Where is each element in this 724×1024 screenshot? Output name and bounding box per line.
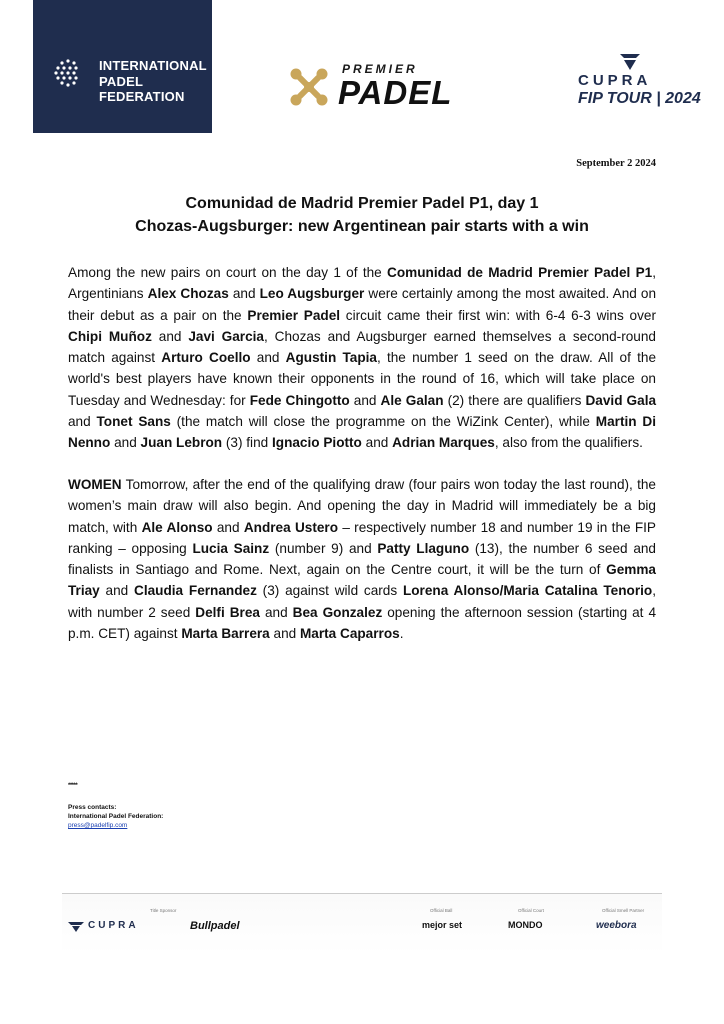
bold-name: Ale Galan [380, 392, 444, 408]
premier-padel-star-icon [286, 64, 332, 110]
bold-name: Adrian Marques [392, 435, 495, 451]
body-text: , Chozas and Augsburger earned themselves a second-round match against [68, 328, 656, 366]
cupra-fip-tour-logo [578, 50, 701, 110]
sponsor-footer [62, 893, 662, 954]
ipf-line-3: FEDERATION [99, 89, 185, 104]
bold-name: Tonet Sans [96, 414, 171, 430]
sponsor-mejorset: mejor set [422, 920, 463, 930]
bold-name: Lucia Sainz [192, 540, 270, 556]
sponsor-label-court: Official Court [518, 908, 544, 913]
headline-line-2: Chozas-Augsburger: new Argentinean pair starts with a win [135, 218, 589, 235]
body-text: (3) find [222, 435, 272, 451]
body-text: Among the new pairs on court on the day 1 of the [68, 265, 388, 280]
ipf-wordmark [99, 58, 207, 105]
body-text: and [110, 435, 141, 451]
body-text: were certainly among the most awaited. And on their debut as a pair on the [68, 286, 657, 323]
bold-name: Alex Chozas [147, 286, 229, 302]
bold-name: Delfi Brea [195, 604, 260, 620]
body-text: (the match will close the programme on the WiZink Center), while [170, 414, 596, 430]
body-text: circuit came their first win: with 6-4 6-3 wins over [340, 307, 656, 323]
bold-name: Arturo Coello [161, 350, 251, 366]
body-text: , also from the qualifiers. [494, 435, 643, 451]
premier-padel-logo [286, 60, 486, 112]
body-text: . [399, 626, 404, 642]
bold-name: Javi Garcia [188, 328, 264, 344]
bold-name: Chipi Muñoz [68, 328, 152, 344]
sponsor-mondo: MONDO [508, 920, 543, 930]
cupra-wordmark: CUPRA [578, 72, 652, 89]
bold-name: Claudia Fernandez [134, 583, 257, 599]
body-text: , with number 2 seed [68, 583, 656, 620]
bold-name: Premier Padel [247, 307, 341, 323]
press-contacts-label: Press contacts: [68, 804, 117, 811]
sponsor-bullpadel: Bullpadel [190, 920, 240, 932]
ipf-line-1: INTERNATIONAL [99, 58, 207, 73]
body-text: and [250, 350, 286, 366]
bold-name: David Gala [585, 392, 657, 408]
bold-name: Comunidad de Madrid Premier Padel P1 [387, 265, 653, 280]
press-contacts [68, 803, 163, 830]
body-text: and [349, 392, 381, 408]
body-text: and [269, 626, 300, 642]
bold-name: Juan Lebron [140, 435, 223, 451]
press-contacts-org: International Padel Federation: [68, 813, 164, 820]
body-text: and [212, 519, 244, 535]
press-release-date: September 2 2024 [576, 158, 656, 169]
bold-name: WOMEN [68, 477, 122, 492]
sponsor-label-title: Title Sponsor [150, 908, 177, 913]
press-email-link[interactable]: press@padelfip.com [68, 822, 128, 829]
end-separator: ***** [68, 783, 78, 789]
ipf-line-2: PADEL [99, 73, 144, 89]
bold-name: Marta Caparros [299, 626, 400, 642]
bold-name: Gemma Triay [68, 562, 656, 599]
body-text: and [68, 414, 97, 430]
body-text: (13), the number 6 seed and finalists in Santiago and Rome. Next, again on the Centre court, it will be the turn of [68, 540, 656, 578]
body-text: Tomorrow, after the end of the qualifying draw (four pairs won today the last round), the women’s main draw will also begin. And opening the day in Madrid will immediately be a big match, with [68, 477, 656, 535]
premier-label: PREMIER [342, 62, 418, 76]
bold-name: Fede Chingotto [249, 392, 350, 408]
bold-name: Lorena Alonso/Maria Catalina Tenorio [402, 583, 653, 599]
body-text: , the number 1 seed on the draw. All of the world's best players have known their opponents in the round of 16, which will take place on Tuesday and Wednesday: for [68, 350, 656, 408]
sponsor-weebora: weebora [596, 920, 637, 931]
fip-tour-label: FIP TOUR | 2024 [578, 90, 701, 107]
ipf-logo-block [33, 0, 212, 133]
sponsor-label-smell: Official Smell Partner [602, 908, 645, 913]
body-text: (number 9) and [269, 540, 378, 556]
body-text: and [259, 604, 293, 620]
headline-line-1: Comunidad de Madrid Premier Padel P1, day 1 [185, 195, 539, 212]
body-paragraph-men [68, 262, 656, 454]
bold-name: Patty Llaguno [377, 540, 470, 556]
body-text: (2) there are qualifiers [443, 392, 586, 408]
bold-name: Ale Alonso [141, 519, 213, 535]
body-text: and [151, 328, 189, 344]
body-paragraph-women [68, 474, 656, 644]
sponsor-cupra: CUPRA [88, 920, 139, 931]
bold-name: Bea Gonzalez [292, 604, 383, 620]
body-text: – respectively number 18 and number 19 in the FIP ranking – opposing [68, 519, 656, 556]
padel-label: PADEL [338, 74, 453, 111]
bold-name: Andrea Ustero [243, 519, 339, 535]
cupra-small-icon [68, 922, 84, 932]
sponsor-label-ball: Official Ball [430, 908, 453, 913]
bold-name: Leo Augsburger [259, 286, 365, 302]
cupra-emblem-icon [578, 50, 682, 72]
ipf-ball-icon [53, 58, 83, 88]
bold-name: Ignacio Piotto [271, 435, 362, 451]
body-text: and [361, 435, 393, 451]
bold-name: Marta Barrera [181, 626, 270, 642]
body-text: (3) against wild cards [256, 583, 403, 599]
bold-name: Martin Di Nenno [68, 414, 656, 451]
body-text: , Argentinians [68, 265, 656, 302]
body-text: opening the afternoon session (starting at 4 p.m. CET) against [68, 604, 657, 642]
bold-name: Agustin Tapia [285, 350, 377, 366]
body-text: and [99, 583, 135, 599]
body-text: and [228, 286, 260, 302]
